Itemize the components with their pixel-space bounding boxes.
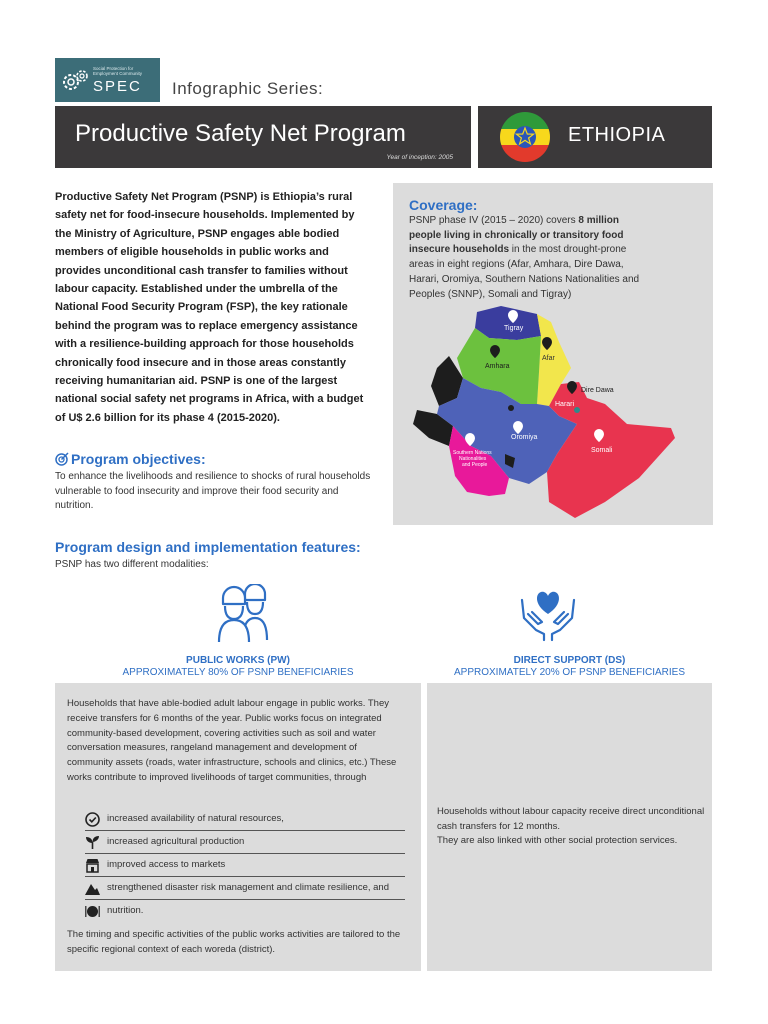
sprout-icon <box>85 835 100 850</box>
series-label: Infographic Series: <box>172 79 324 98</box>
coverage-heading: Coverage: <box>409 197 478 213</box>
title-bar <box>55 106 471 168</box>
list-item <box>85 831 405 854</box>
plate-cutlery-icon <box>85 904 100 919</box>
direct-support-title: DIRECT SUPPORT (DS) <box>513 655 626 666</box>
page-title: Productive Safety Net Program <box>75 120 406 147</box>
target-icon <box>55 452 69 466</box>
label-amhara: Amhara <box>485 363 510 370</box>
list-item-text: improved access to markets <box>107 859 226 870</box>
objectives-heading-text: Program objectives: <box>71 451 206 467</box>
coverage-text-bold: 8 million people living in chronically or transitory food insecure households <box>409 215 624 256</box>
label-dire-dawa: Dire Dawa <box>581 387 614 394</box>
mountain-warning-icon <box>85 881 100 896</box>
ethiopia-flag-icon <box>500 112 550 162</box>
workers-helmet-icon <box>215 584 275 644</box>
objectives-heading <box>55 451 206 467</box>
label-oromiya: Oromiya <box>511 434 538 441</box>
direct-support-text <box>437 805 707 849</box>
logo-name: SPEC <box>93 78 142 95</box>
list-item <box>85 854 405 877</box>
objectives-text: To enhance the livelihoods and resilience to shocks of rural households vulnerable to food insecurity and improve their food security and nutrition. <box>55 471 371 511</box>
country-bar <box>478 106 712 168</box>
check-circle-icon <box>85 812 100 827</box>
region-harari-dot <box>574 407 580 413</box>
public-works-label <box>55 655 421 679</box>
gears-icon <box>61 68 89 94</box>
public-works-text: Households that have able-bodied adult labour engage in public works. They receive transfers for 6 months of the year. Public works focus on integrated community-based development, covering activities such as soil and water conversation measures, rangeland management and development of community assets (roads, water infrastructure, schools and clinics, etc.) These works contribute to improved livelihoods of target communities, through <box>67 698 397 783</box>
country-name: ETHIOPIA <box>568 124 666 146</box>
year-of-inception: Year of inception: 2005 <box>386 154 453 161</box>
label-harari: Harari <box>555 401 575 408</box>
region-addis <box>508 405 514 411</box>
ethiopia-regions-map <box>409 306 709 521</box>
public-works-title: PUBLIC WORKS (PW) <box>186 655 290 666</box>
public-works-list <box>85 808 405 922</box>
label-snnp-3: and People <box>462 462 488 468</box>
region-tigray <box>475 306 541 340</box>
logo-tagline: Social Protection for Employment Community <box>93 66 143 76</box>
coverage-text <box>409 214 649 302</box>
label-somali: Somali <box>591 447 613 454</box>
label-snnp-2: Nationalities <box>459 456 487 462</box>
list-item <box>85 900 405 922</box>
spec-logo <box>55 58 160 102</box>
intro-text: Productive Safety Net Program (PSNP) is Ethiopia’s rural safety net for food-insecure households. Implemented by the Ministry of Agriculture, PSNP engages able bodied members of eligible households in public works and provides unconditional cash transfer to families without labour capacity. Established under the umbrella of the National Food Security Program (FSP), the key rationale behind the program was to replace emergency assistance with a resilience-building approach for those households chronically food insecure and in those areas constantly receiving humanitarian aid. PSNP is one of the largest national social safety net programs in Africa, with a budget of U$ 2.6 billion for its phase 4 (2015-2020). <box>55 191 364 424</box>
direct-support-text-1: Households without labour capacity receive direct unconditional cash transfers for 12 months. <box>437 806 705 832</box>
list-item-text: nutrition. <box>107 905 144 916</box>
list-item-text: increased availability of natural resources, <box>107 813 284 824</box>
coverage-text-end: in the most drought-prone areas in eight regions (Afar, Amhara, Dire Dawa, Harari, Oromiya, Southern Nations Nationalities and Peoples (SNNP), Somali and Tigray) <box>409 244 640 300</box>
direct-support-text-2: They are also linked with other social protection services. <box>437 835 678 846</box>
list-item <box>85 877 405 900</box>
direct-support-share: APPROXIMATELY 20% OF PSNP BENEFICIARIES <box>454 667 685 678</box>
list-item-text: increased agricultural production <box>107 836 245 847</box>
hands-heart-icon <box>518 584 578 644</box>
label-snnp-1: Southern Nations <box>453 450 492 456</box>
direct-support-label <box>427 655 712 679</box>
label-tigray: Tigray <box>504 325 524 332</box>
public-works-closing: The timing and specific activities of the public works activities are tailored to the specific regional context of each woreda (district). <box>67 929 401 955</box>
label-afar: Afar <box>542 355 555 362</box>
design-subtitle: PSNP has two different modalities: <box>55 559 209 570</box>
coverage-text-start: PSNP phase IV (2015 – 2020) covers <box>409 215 579 226</box>
market-stall-icon <box>85 858 100 873</box>
public-works-box <box>55 683 421 971</box>
direct-support-box <box>427 683 712 971</box>
coverage-panel <box>393 183 713 525</box>
public-works-share: APPROXIMATELY 80% OF PSNP BENEFICIARIES <box>122 667 354 678</box>
list-item <box>85 808 405 831</box>
list-item-text: strengthened disaster risk management and climate resilience, and <box>107 882 389 893</box>
design-heading: Program design and implementation features: <box>55 539 361 555</box>
